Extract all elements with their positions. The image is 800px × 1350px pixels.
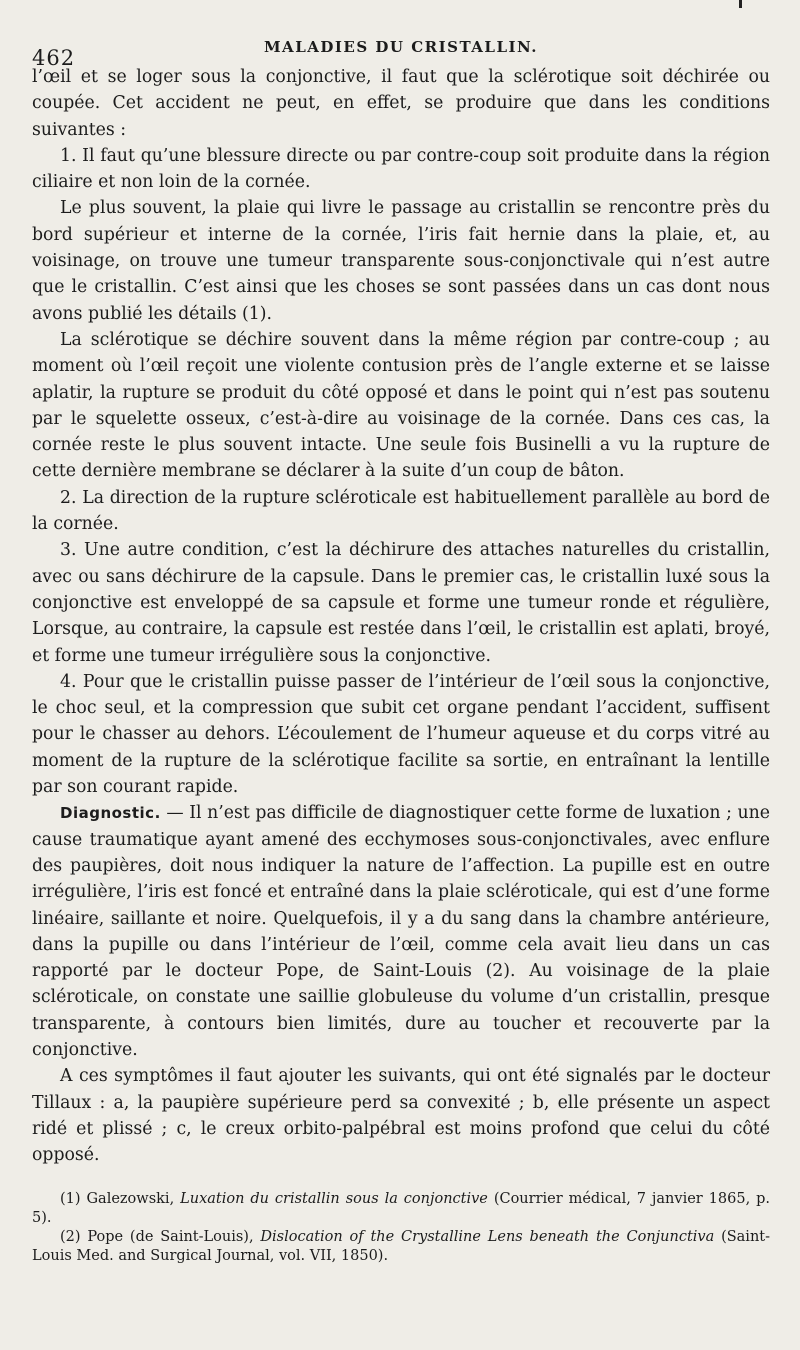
diagnostic-heading: Diagnostic. [60,804,161,823]
footnote-1 [32,1190,770,1228]
footnotes [32,1190,770,1266]
footnote-source: (Courrier médical, 7 janvier 1865, p. 5). [32,1191,770,1227]
body-text [32,64,770,1168]
paragraph-contre-coup: La sclérotique se déchire souvent dans la même région par contre-coup ; au moment où l’œil reçoit une violente contusion près de l’angle externe et se laisse aplatir, la rupture se produit du côté opposé et dans le point qui n’est pas soutenu par le squelette osseux, c’est-à-dire au voisinage de la cornée. Dans ces cas, la cornée reste le plus souvent intacte. Une seule fois Businelli a vu la rupture de cette dernière membrane se déclarer à la suite d’un coup de bâton. [32,329,770,482]
paragraph-symptoms: A ces symptômes il faut ajouter les suivants, qui ont été signalés par le docteur Tillaux : a, la paupière supérieure perd sa convexité ; b, elle présente un aspect ridé et plissé ; c, le creux orbito-palpébral est moins profond que celui du côté opposé. [32,1066,770,1166]
footnote-author: Pope (de Saint-Louis), [80,1229,261,1246]
paragraph-wound-location: Le plus souvent, la plaie qui livre le passage au cristallin se rencontre près du bord supérieur et interne de la cornée, l’iris fait hernie dans la plaie, et, au voisinage, on trouve une tumeur transparente sous-conjonctivale qui n’est autre que le cristallin. C’est ainsi que les choses se sont passées dans un cas dont nous avons publié les détails (1). [32,198,770,324]
paragraph-condition-1: 1. Il faut qu’une blessure directe ou par contre-coup soit produite dans la région ciliaire et non loin de la cornée. [32,145,770,193]
footnote-title: Luxation du cristallin sous la conjonctive [180,1191,488,1208]
paragraph-continuation: l’œil et se loger sous la conjonctive, il faut que la sclérotique soit déchirée ou coupée. Cet accident ne peut, en effet, se produire que dans les conditions suivantes : [32,67,770,140]
running-title: MALADIES DU CRISTALLIN. [263,38,539,56]
paragraph-condition-3: 3. Une autre condition, c’est la déchirure des attaches naturelles du cristallin, avec ou sans déchirure de la capsule. Dans le premier cas, le cristallin luxé sous la conjonctive est enveloppé de sa capsule et forme une tumeur ronde et régulière, Lorsque, au contraire, la capsule est restée dans l’œil, le cristallin est aplati, broyé, et forme une tumeur irrégulière sous la conjonctive. [32,540,770,666]
footnote-title: Dislocation of the Crystalline Lens beneath the Conjunctiva [260,1229,715,1246]
page-number: 462 [32,46,76,70]
footnote-author: Galezowski, [80,1191,181,1208]
paragraph-condition-2: 2. La direction de la rupture scléroticale est habituellement parallèle au bord de la cornée. [32,487,770,535]
footnote-2 [32,1228,770,1266]
paragraph-diagnostic [32,800,770,1063]
print-mark [739,0,742,8]
paragraph-condition-4: 4. Pour que le cristallin puisse passer de l’intérieur de l’œil sous la conjonctive, le choc seul, et la compression que subit cet organe pendant l’accident, suffisent pour le chasser au dehors. L’écoulement de l’humeur aqueuse et du corps vitré au moment de la rupture de la sclérotique facilite sa sortie, en entraînant la lentille par son courant rapide. [32,671,770,798]
footnote-mark: (1) [60,1191,81,1208]
footnote-source: (Saint-Louis Med. and Surgical Journal, vol. VII, 1850). [32,1229,771,1265]
footnote-mark: (2) [60,1229,81,1246]
page-header [32,30,770,70]
diagnostic-text: — Il n’est pas difficile de diagnostiquer cette forme de luxation ; une cause traumatique ayant amené des ecchymoses sous-conjonctivales, avec enflure des paupières, doit nous indiquer la nature de l’affection. La pupille est en outre irrégulière, l’iris est foncé et entraîné dans la plaie scléroticale, qui est d’une forme linéaire, saillante et noire. Quelquefois, il y a du sang dans la chambre antérieure, dans la pupille ou dans l’intérieur de l’œil, comme cela avait lieu dans un cas rapporté par le docteur Pope, de Saint-Louis (2). Au voisinage de la plaie scléroticale, on constate une saillie globuleuse du volume d’un cristallin, presque transparente, à contours bien limités, dure au toucher et recouverte par la conjonctive. [32,803,770,1060]
